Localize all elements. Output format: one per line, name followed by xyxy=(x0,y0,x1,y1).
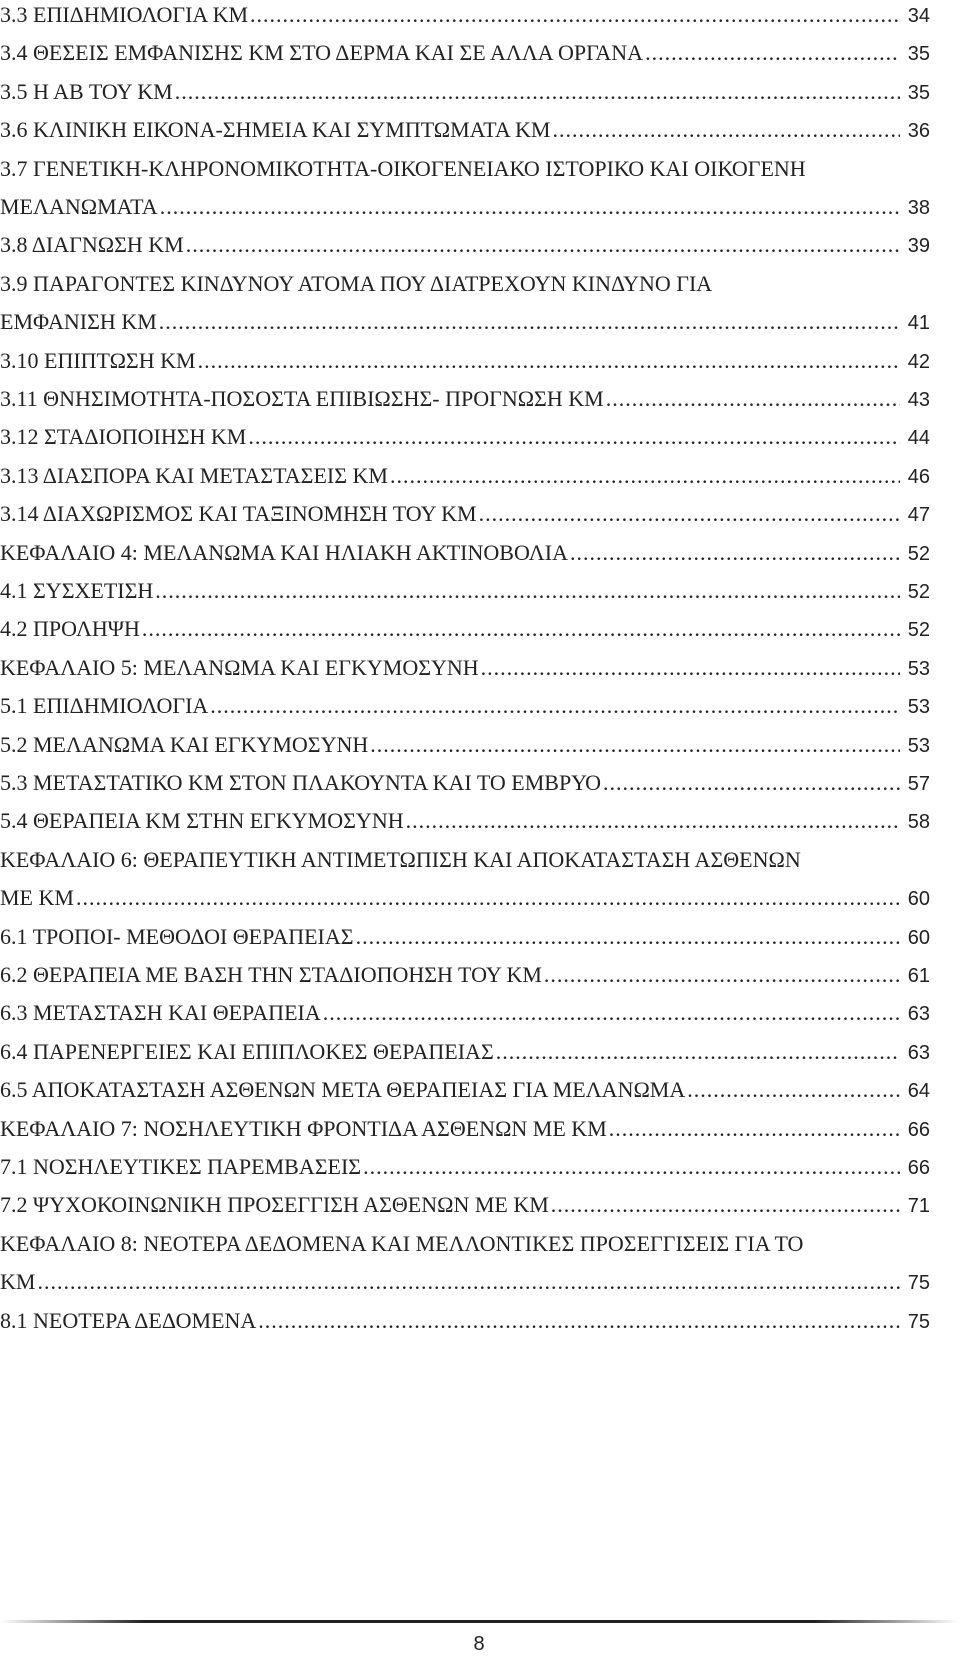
toc-entry-title: ΜΕ ΚΜ xyxy=(0,885,74,911)
dot-leader xyxy=(198,346,900,376)
toc-entry-page-number: 43 xyxy=(907,389,930,411)
toc-entry-title: 3.4 ΘΕΣΕΙΣ ΕΜΦΑΝΙΣΗΣ ΚΜ ΣΤΟ ΔΕΡΜΑ ΚΑΙ ΣΕ ΑΛΛΑ ΟΡΓΑΝΑ xyxy=(0,40,644,66)
toc-entry-title: 6.2 ΘΕΡΑΠΕΙΑ ΜΕ ΒΑΣΗ ΤΗΝ ΣΤΑΔΙΟΠΟΗΣΗ ΤΟΥ ΚΜ xyxy=(0,962,542,987)
dot-leader xyxy=(175,77,900,107)
dot-leader xyxy=(551,1190,900,1220)
toc-entry-page-number: 52 xyxy=(907,619,930,642)
toc-entry-title: 5.1 ΕΠΙΔΗΜΙΟΛΟΓΙΑ xyxy=(0,693,209,719)
toc-entry-title: 7.1 ΝΟΣΗΛΕΥΤΙΚΕΣ ΠΑΡΕΜΒΑΣΕΙΣ xyxy=(0,1154,362,1179)
toc-entry-title: 3.14 ΔΙΑΧΩΡΙΣΜΟΣ ΚΑΙ ΤΑΞΙΝΟΜΗΣΗ ΤΟΥ ΚΜ xyxy=(0,501,477,527)
toc-entry-title: 3.5 Η ΑΒ ΤΟΥ ΚΜ xyxy=(0,78,173,104)
toc-entry-page-number: 75 xyxy=(907,1310,930,1333)
dot-leader xyxy=(210,691,900,721)
toc-entry-title: 6.1 ΤΡΟΠΟΙ- ΜΕΘΟΔΟΙ ΘΕΡΑΠΕΙΑΣ xyxy=(0,923,354,949)
dot-leader xyxy=(687,1075,900,1105)
toc-entry-page-number: 58 xyxy=(907,811,930,834)
toc-entry-title: 3.8 ΔΙΑΓΝΩΣΗ ΚΜ xyxy=(0,232,184,258)
footer-rule xyxy=(0,1620,958,1623)
toc-entry-page-number: 60 xyxy=(907,926,930,949)
dot-leader xyxy=(496,1037,900,1067)
toc-entry-page-number: 61 xyxy=(907,965,930,987)
toc-entry-page-number: 60 xyxy=(907,888,930,911)
toc-entry-title: ΚΜ xyxy=(0,1269,36,1295)
toc-entry-page-number: 64 xyxy=(907,1080,930,1103)
toc-entry-title: ΚΕΦΑΛΑΙΟ 7: ΝΟΣΗΛΕΥΤΙΚΗ ΦΡΟΝΤΙΔΑ ΑΣΘΕΝΩΝ ΜΕ ΚΜ xyxy=(0,1115,607,1141)
toc-entry-title: 6.3 ΜΕΤΑΣΤΑΣΗ ΚΑΙ ΘΕΡΑΠΕΙΑ xyxy=(0,1000,321,1026)
dot-leader xyxy=(160,192,900,222)
dot-leader xyxy=(481,653,900,683)
dot-leader xyxy=(323,998,900,1028)
dot-leader xyxy=(76,883,900,913)
toc-entry-page-number: 57 xyxy=(907,773,930,795)
toc-entry-page-number: 63 xyxy=(907,1003,930,1026)
toc-entry-title: 5.4 ΘΕΡΑΠΕΙΑ ΚΜ ΣΤΗΝ ΕΓΚΥΜΟΣΥΝΗ xyxy=(0,808,404,834)
toc-entry-page-number: 53 xyxy=(907,657,930,680)
dot-leader xyxy=(258,1306,900,1336)
dot-leader xyxy=(645,38,900,68)
dot-leader xyxy=(552,115,900,145)
toc-entry-title: 6.5 ΑΠΟΚΑΤΑΣΤΑΣΗ ΑΣΘΕΝΩΝ ΜΕΤΑ ΘΕΡΑΠΕΙΑΣ ΓΙΑ ΜΕΛΑΝΩΜΑ xyxy=(0,1077,686,1103)
toc-entry-title: 3.12 ΣΤΑΔΙΟΠΟΙΗΣΗ ΚΜ xyxy=(0,424,247,450)
toc-entry-title: 3.3 ΕΠΙΔΗΜΙΟΛΟΓΙΑ ΚΜ xyxy=(0,2,249,27)
toc-entry-page-number: 63 xyxy=(907,1041,930,1064)
toc-entry-title: 3.10 ΕΠΙΠΤΩΣΗ ΚΜ xyxy=(0,347,196,373)
toc-entry-title: 3.9 ΠΑΡΑΓΟΝΤΕΣ ΚΙΝΔΥΝΟΥ ΑΤΟΜΑ ΠΟΥ ΔΙΑΤΡΕΧΟΥΝ ΚΙΝΔΥΝΟ ΓΙΑ xyxy=(0,270,713,296)
toc-entry-page-number: 46 xyxy=(907,465,930,488)
dot-leader xyxy=(609,1114,900,1144)
toc-entry-page-number: 66 xyxy=(907,1118,930,1141)
toc-entry-title: ΚΕΦΑΛΑΙΟ 6: ΘΕΡΑΠΕΥΤΙΚΗ ΑΝΤΙΜΕΤΩΠΙΣΗ ΚΑΙ ΑΠΟΚΑΤΑΣΤΑΣΗ ΑΣΘΕΝΩΝ xyxy=(0,846,801,872)
dot-leader xyxy=(570,538,900,568)
toc-entry-page-number: 42 xyxy=(907,350,930,373)
dot-leader xyxy=(390,461,900,491)
dot-leader xyxy=(606,384,900,414)
toc-entry-page-number: 39 xyxy=(907,235,930,258)
toc-entry-page-number: 52 xyxy=(907,542,930,565)
toc-entry-page-number: 38 xyxy=(907,197,930,219)
toc-entry-page-number: 41 xyxy=(907,312,930,335)
dot-leader xyxy=(363,1152,900,1182)
toc-entry-title: 3.6 ΚΛΙΝΙΚΗ ΕΙΚΟΝΑ-ΣΗΜΕΙΑ ΚΑΙ ΣΥΜΠΤΩΜΑΤΑ ΚΜ xyxy=(0,117,551,143)
dot-leader xyxy=(370,730,900,760)
toc-entry-page-number: 35 xyxy=(907,43,930,66)
dot-leader xyxy=(406,806,900,836)
toc-entry-title: ΜΕΛΑΝΩΜΑΤΑ xyxy=(0,194,158,219)
toc-entry-title: 4.1 ΣΥΣΧΕΤΙΣΗ xyxy=(0,578,154,603)
dot-leader xyxy=(186,230,900,260)
toc-entry-title: 3.13 ΔΙΑΣΠΟΡΑ ΚΑΙ ΜΕΤΑΣΤΑΣΕΙΣ ΚΜ xyxy=(0,462,388,488)
dot-leader xyxy=(356,922,900,952)
toc-entry-page-number: 44 xyxy=(907,427,930,450)
toc-entry-title: ΕΜΦΑΝΙΣΗ ΚΜ xyxy=(0,309,157,335)
toc-entry-page-number: 53 xyxy=(907,734,930,757)
toc-entry-page-number: 53 xyxy=(907,696,930,719)
toc-entry-title: ΚΕΦΑΛΑΙΟ 5: ΜΕΛΑΝΩΜΑ ΚΑΙ ΕΓΚΥΜΟΣΥΝΗ xyxy=(0,654,479,680)
toc-entry-title: ΚΕΦΑΛΑΙΟ 8: ΝΕΟΤΕΡΑ ΔΕΔΟΜΕΝΑ ΚΑΙ ΜΕΛΛΟΝΤΙΚΕΣ ΠΡΟΣΕΓΓΙΣΕΙΣ ΓΙΑ ΤΟ xyxy=(0,1230,804,1256)
dot-leader xyxy=(142,614,900,644)
toc-entry-page-number: 66 xyxy=(907,1157,930,1179)
toc-entry-title: 3.7 ΓΕΝΕΤΙΚΗ-ΚΛΗΡΟΝΟΜΙΚΟΤΗΤΑ-ΟΙΚΟΓΕΝΕΙΑΚΟ ΙΣΤΟΡΙΚΟ ΚΑΙ ΟΙΚΟΓΕΝΗ xyxy=(0,155,806,181)
toc-entry-title: 6.4 ΠΑΡΕΝΕΡΓΕΙΕΣ ΚΑΙ ΕΠΙΠΛΟΚΕΣ ΘΕΡΑΠΕΙΑΣ xyxy=(0,1038,494,1064)
toc-entry-page-number: 47 xyxy=(907,504,930,527)
toc-entry-title: 5.3 ΜΕΤΑΣΤΑΤΙΚΟ ΚΜ ΣΤΟΝ ΠΛΑΚΟΥΝΤΑ ΚΑΙ ΤΟ ΕΜΒΡΥΟ xyxy=(0,770,601,795)
dot-leader xyxy=(479,499,900,529)
toc-entry-page-number: 75 xyxy=(907,1272,930,1295)
toc-entry-page-number: 52 xyxy=(907,581,930,603)
dot-leader xyxy=(250,0,900,30)
dot-leader xyxy=(155,576,900,606)
footer-page-number: 8 xyxy=(473,1633,485,1655)
toc-entry-title: 8.1 ΝΕΟΤΕΡΑ ΔΕΔΟΜΕΝΑ xyxy=(0,1307,257,1333)
toc-entry-title: ΚΕΦΑΛΑΙΟ 4: ΜΕΛΑΝΩΜΑ ΚΑΙ ΗΛΙΑΚΗ ΑΚΤΙΝΟΒΟΛΙΑ xyxy=(0,539,568,565)
toc-entry-title: 5.2 ΜΕΛΑΝΩΜΑ ΚΑΙ ΕΓΚΥΜΟΣΥΝΗ xyxy=(0,731,369,757)
toc-entry-page-number: 71 xyxy=(907,1195,930,1218)
dot-leader xyxy=(544,960,900,990)
dot-leader xyxy=(159,307,900,337)
toc-entry-title: 7.2 ΨΥΧΟΚΟΙΝΩΝΙΚΗ ΠΡΟΣΕΓΓΙΣΗ ΑΣΘΕΝΩΝ ΜΕ ΚΜ xyxy=(0,1192,549,1218)
dot-leader xyxy=(248,422,900,452)
toc-entry-page-number: 34 xyxy=(907,5,930,27)
dot-leader xyxy=(603,768,900,798)
toc-entry-page-number: 35 xyxy=(907,81,930,104)
dot-leader xyxy=(37,1267,900,1297)
toc-entry-page-number: 36 xyxy=(907,120,930,143)
toc-entry-title: 3.11 ΘΝΗΣΙΜΟΤΗΤΑ-ΠΟΣΟΣΤΑ ΕΠΙΒΙΩΣΗΣ- ΠΡΟΓΝΩΣΗ ΚΜ xyxy=(0,386,604,411)
toc-entry-title: 4.2 ΠΡΟΛΗΨΗ xyxy=(0,616,140,642)
